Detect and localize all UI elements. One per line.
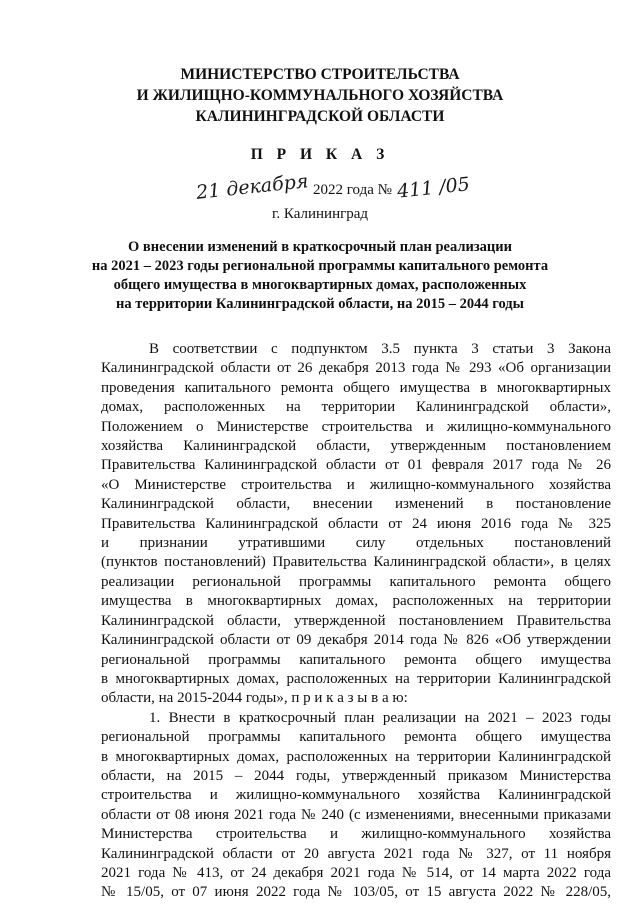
body-line: домах, расположенных на территории Калининградской области», (101, 399, 611, 416)
body-line: хозяйства Калининградской области, утвержденным постановлением (101, 438, 611, 455)
body-line: Положением о Министерстве строительства и жилищно-коммунального (101, 418, 611, 435)
body-line: строительства и жилищно-коммунального хозяйства Калининградской (101, 787, 611, 804)
body-line: 2021 года № 413, от 24 декабря 2021 года № 514, от 14 марта 2022 года (101, 864, 611, 881)
subject-line: на 2021 – 2023 годы региональной программы капитального ремонта (91, 258, 549, 274)
handwritten-date: 21 декабря (195, 170, 310, 204)
body-line: (пунктов постановлений) Правительства Калининградской области», в целях (101, 554, 611, 571)
handwritten-number: 411 /05 (396, 173, 471, 203)
body-line: в многоквартирных домах, расположенных на территории Калининградской (101, 670, 611, 687)
ministry-header (0, 64, 640, 127)
body-line: и признании утратившими силу отдельных постановлений (101, 535, 611, 552)
city-name: г. Калининград (271, 206, 369, 222)
ministry-line-1: МИНИСТЕРСТВО СТРОИТЕЛЬСТВА (180, 66, 460, 83)
body-line: области, на 2015-2044 годы», п р и к а з ы в а ю: (101, 690, 408, 707)
subject-line: О внесении изменений в краткосрочный план реализации (128, 239, 512, 255)
body-line: региональной программы капитального ремонта общего имущества (101, 651, 611, 668)
order-subject (0, 238, 640, 314)
body-line: Калининградской области от 20 августа 2021 года № 327, от 11 ноября (101, 845, 611, 862)
body-line: Правительства Калининградской области от 24 июня 2016 года № 325 (101, 515, 611, 532)
body-line: Калининградской области от 09 декабря 2014 года № 826 «Об утверждении (101, 632, 611, 649)
body-line: «О Министерстве строительства и жилищно-коммунального хозяйства (101, 476, 611, 493)
body-line: области от 08 июня 2021 года № 240 (с изменениями, внесенными приказами (101, 806, 611, 823)
body-line: региональной программы капитального ремонта общего имущества (101, 729, 611, 746)
body-line: В соответствии с подпунктом 3.5 пункта 3 статьи 3 Закона (149, 341, 611, 357)
body-line: Министерства строительства и жилищно-коммунального хозяйства (101, 826, 611, 843)
body-line: проведения капитального ремонта общего имущества в многоквартирных (101, 379, 611, 396)
subject-line: общего имущества в многоквартирных домах, расположенных (113, 277, 527, 293)
body-line: в многоквартирных домах, расположенных на территории Калининградской (101, 748, 611, 765)
order-title: П Р И К А З (250, 146, 390, 163)
order-body (101, 340, 611, 903)
body-line: реализации региональной программы капитального ремонта общего (101, 573, 611, 590)
order-date-line (0, 170, 640, 208)
subject-line: на территории Калининградской области, на 2015 – 2044 годы (116, 296, 524, 312)
body-line: имущества в многоквартирных домах, расположенных на территории (101, 593, 611, 610)
body-line: Калининградской области от 26 декабря 2013 года № 293 «Об организации (101, 360, 611, 377)
body-line: Калининградской области, утвержденной постановлением Правительства (101, 612, 611, 629)
body-line: Калининградской области, внесении изменений в постановление (101, 496, 611, 513)
body-line: № 15/05, от 07 июня 2022 года № 103/05, от 15 августа 2022 № 228/05, (101, 884, 611, 901)
ministry-line-3: КАЛИНИНГРАДСКОЙ ОБЛАСТИ (195, 108, 445, 125)
ministry-line-2: И ЖИЛИЩНО-КОММУНАЛЬНОГО ХОЗЯЙСТВА (136, 87, 504, 104)
order-year-text: 2022 года № (313, 182, 392, 198)
body-line: области, на 2015 – 2044 годы, утвержденный приказом Министерства (101, 767, 611, 784)
body-line-item-1: 1. Внести в краткосрочный план реализации на 2021 – 2023 годы (149, 709, 611, 726)
body-line: Правительства Калининградской области от 01 февраля 2017 года № 26 (101, 457, 611, 474)
